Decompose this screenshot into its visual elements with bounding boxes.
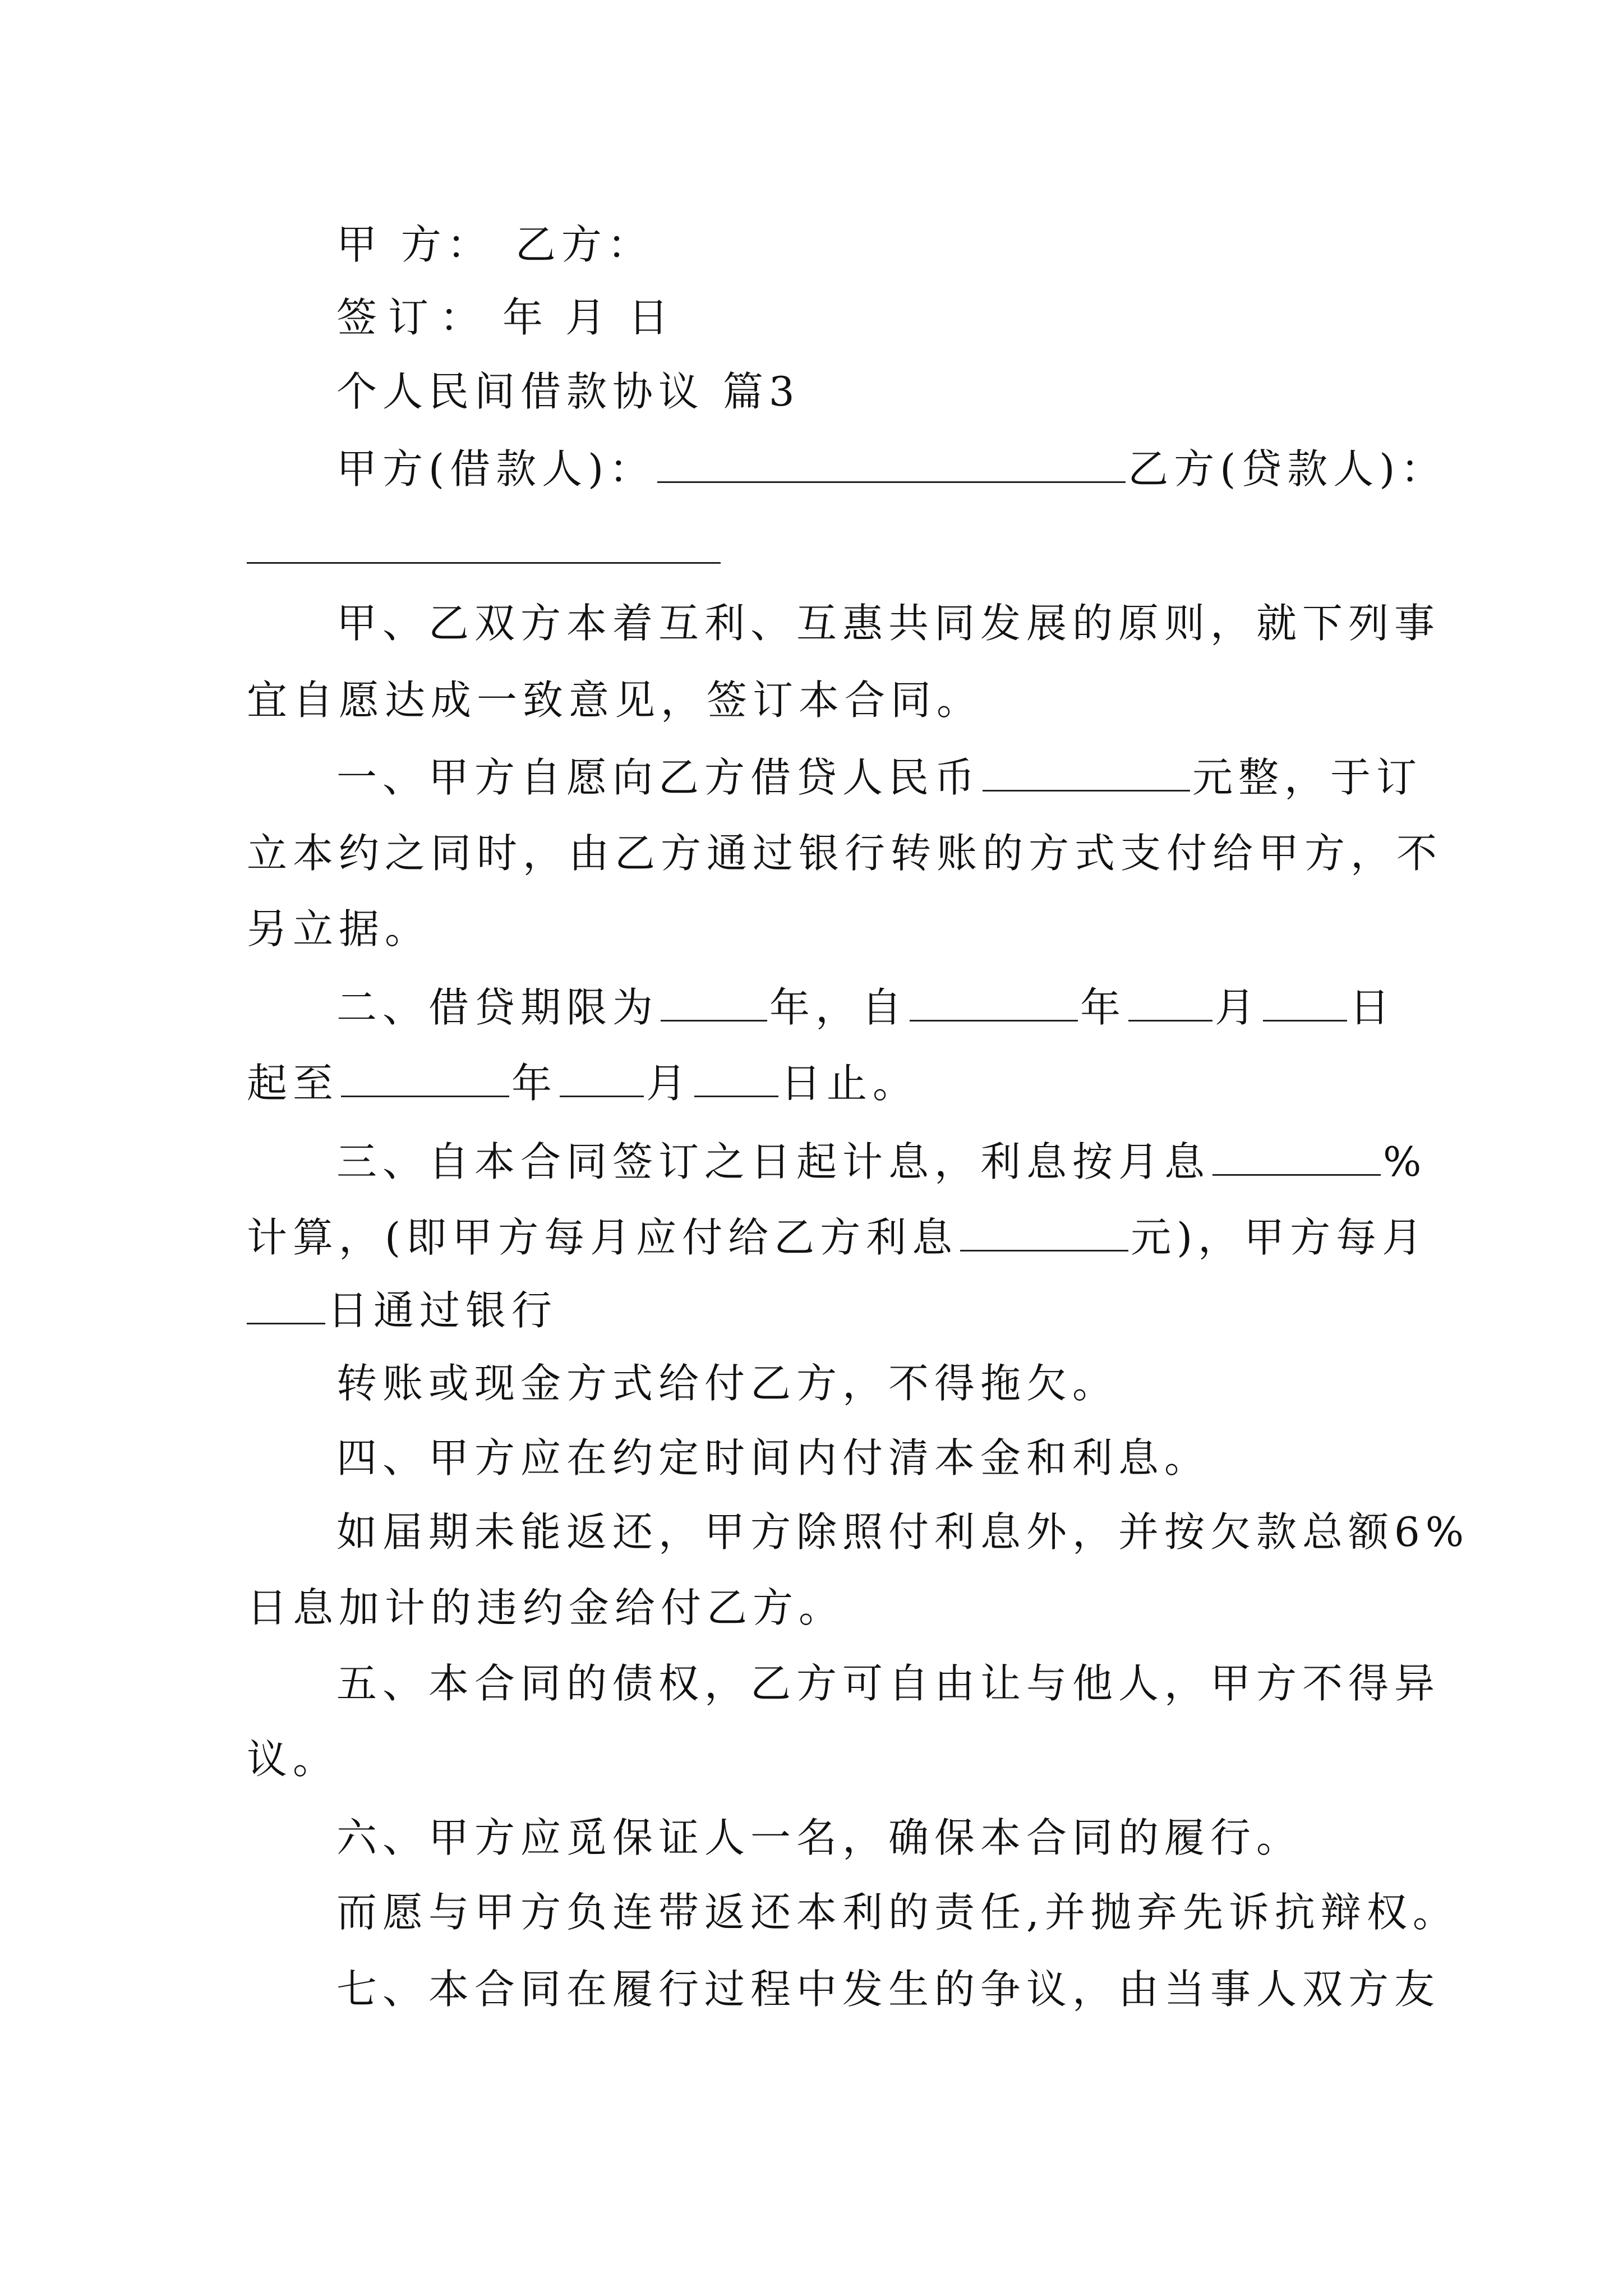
clause-2-year: 年 (1080, 984, 1127, 1031)
lender-blank (247, 562, 721, 564)
clause-4-line-2: 如届期未能返还，甲方除照付利息外，并按欠款总额6% (336, 1508, 1470, 1556)
clause-1-line-2: 立本约之同时，由乙方通过银行转账的方式支付给甲方，不 (247, 830, 1443, 877)
clause-3-text-2: 计算，(即甲方每月应付给乙方利息 (247, 1214, 958, 1261)
amount-blank (983, 757, 1190, 792)
clause-1-line-1 (336, 754, 1423, 801)
clause-2-line-1 (336, 984, 1396, 1031)
clause-2-end-year: 年 (511, 1060, 558, 1107)
percent-sign: % (1383, 1138, 1427, 1185)
payment-day-blank (247, 1290, 325, 1324)
end-day-blank (694, 1063, 778, 1097)
month-label: 月 (565, 294, 617, 341)
clause-3-text-3: 元)，甲方每月 (1131, 1214, 1428, 1261)
signature-date-line (336, 294, 680, 341)
clause-1-text-2: 元整，于订 (1192, 754, 1423, 801)
clause-5-line-2: 议。 (247, 1736, 339, 1783)
clause-2-text: 二、借贷期限为 (336, 984, 659, 1031)
signing-date-label: 签订： (336, 294, 492, 341)
clause-5-line-1: 五、本合同的债权，乙方可自由让与他人，甲方不得异 (336, 1660, 1441, 1707)
clause-2-month: 月 (1215, 984, 1261, 1031)
lender-label: 乙方(贷款人)： (1128, 445, 1447, 493)
clause-3-line-3 (247, 1287, 558, 1334)
intro-line-2: 宜自愿达成一致意见，签订本合同。 (247, 677, 983, 724)
clause-2-end-month: 月 (646, 1060, 693, 1107)
clause-2-end-day: 日止。 (781, 1060, 919, 1107)
borrower-blank (657, 449, 1126, 483)
intro-line-1: 甲、乙双方本着互利、互惠共同发展的原则，就下列事 (336, 600, 1441, 647)
year-label: 年 (502, 294, 555, 341)
clause-3-line-4: 转账或现金方式给付乙方，不得拖欠。 (336, 1360, 1119, 1407)
clause-3-line-1 (336, 1138, 1427, 1185)
monthly-interest-blank (960, 1217, 1128, 1251)
signature-parties-line (336, 221, 653, 268)
clause-1-text: 一、甲方自愿向乙方借贷人民币 (336, 754, 981, 801)
clause-7-line-1: 七、本合同在履行过程中发生的争议，由当事人双方友 (336, 1966, 1441, 2013)
clause-2-line-2 (247, 1060, 919, 1107)
clause-2-day: 日 (1349, 984, 1396, 1031)
start-month-blank (1128, 987, 1212, 1022)
clause-2-text-2: 年，自 (769, 984, 908, 1031)
day-label: 日 (628, 294, 680, 341)
parties-line (336, 445, 1447, 493)
party-b-signature-label: 乙方： (515, 221, 653, 268)
term-years-blank (661, 987, 767, 1022)
clause-3-text: 三、自本合同签订之日起计息，利息按月息 (336, 1138, 1211, 1185)
clause-4-line-1: 四、甲方应在约定时间内付清本金和利息。 (336, 1434, 1211, 1481)
clause-6-line-1: 六、甲方应觅保证人一名，确保本合同的履行。 (336, 1814, 1303, 1861)
clause-6-line-2: 而愿与甲方负连带返还本利的责任,并抛弃先诉抗辩权。 (336, 1889, 1459, 1936)
start-year-blank (910, 987, 1078, 1022)
document-heading: 个人民间借款协议 篇3 (336, 368, 800, 415)
end-year-blank (341, 1063, 509, 1097)
borrower-label: 甲方(借款人)： (336, 445, 656, 493)
end-month-blank (560, 1063, 644, 1097)
clause-1-line-3: 另立据。 (247, 905, 431, 953)
clause-3-line-2 (247, 1214, 1428, 1261)
interest-rate-blank (1212, 1142, 1381, 1176)
clause-3-text-4: 日通过银行 (328, 1287, 558, 1334)
start-day-blank (1263, 987, 1347, 1022)
party-a-signature-label: 甲 方： (336, 221, 493, 268)
clause-4-line-3: 日息加计的违约金给付乙方。 (247, 1584, 845, 1631)
clause-2-end-label: 起至 (247, 1060, 339, 1107)
